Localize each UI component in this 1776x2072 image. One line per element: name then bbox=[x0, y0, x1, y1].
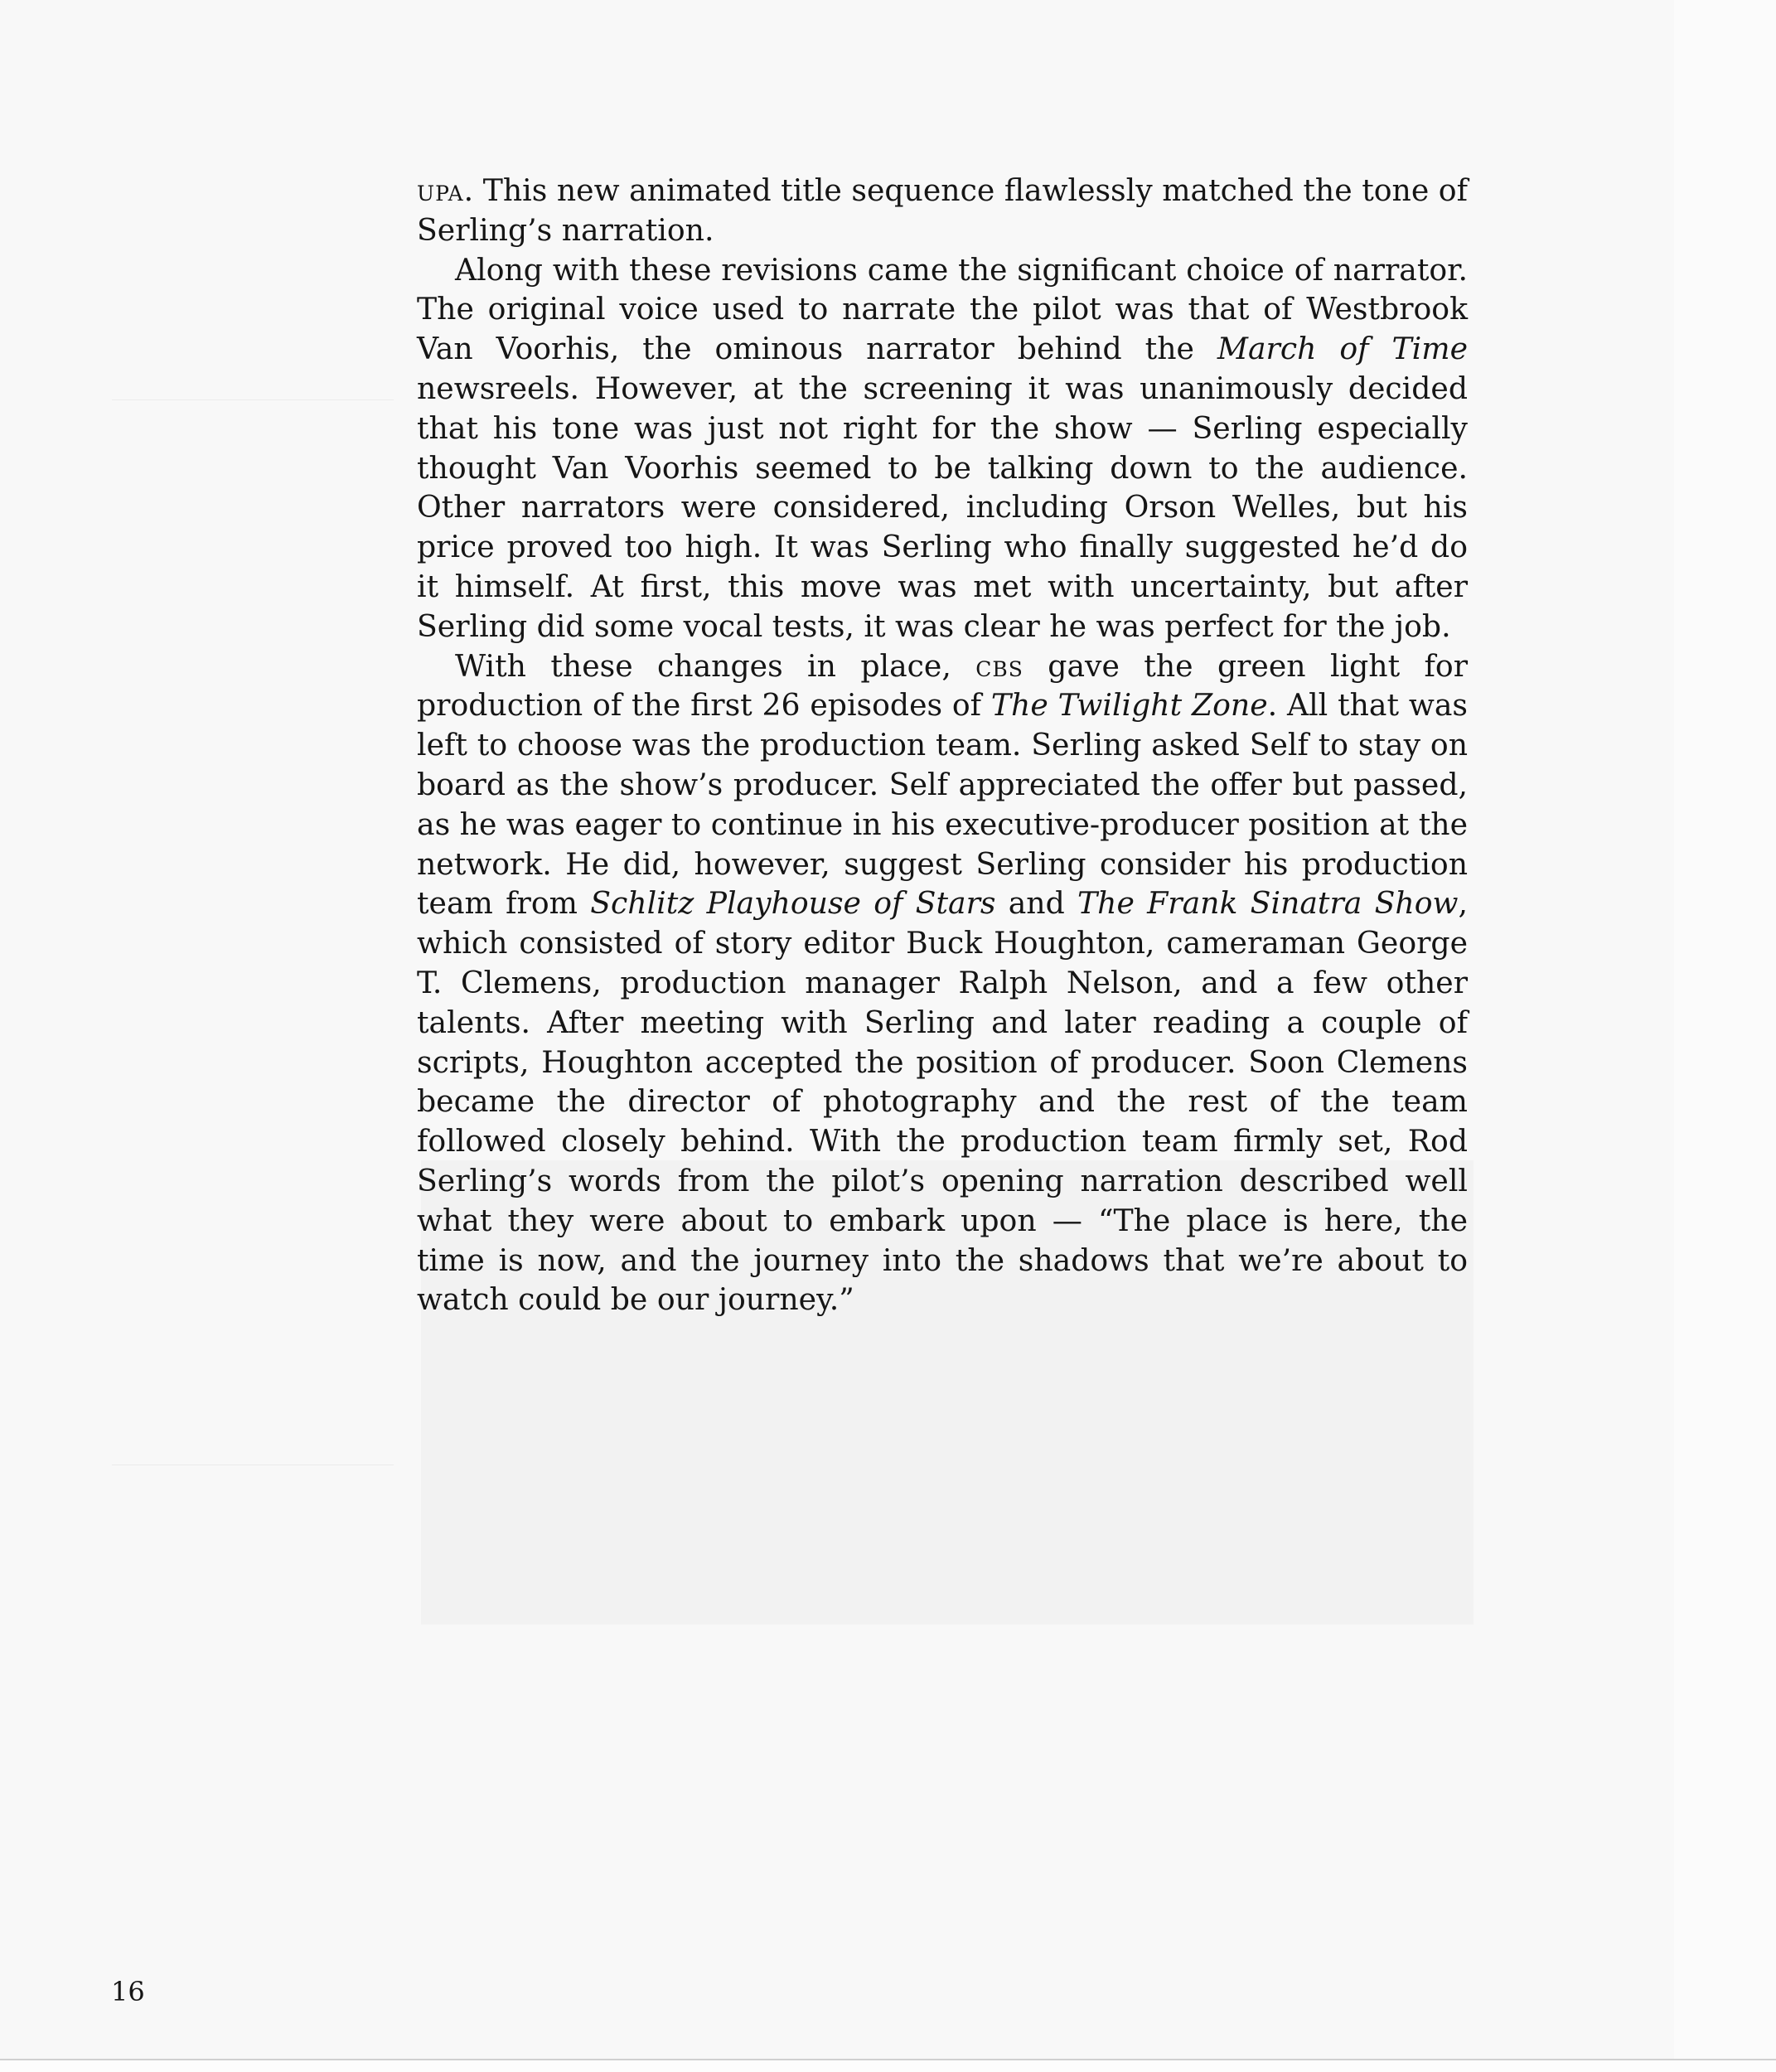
abbreviation-cbs: cbs bbox=[975, 647, 1023, 684]
paragraph-3 bbox=[417, 646, 1468, 1320]
abbreviation-upa: upa bbox=[417, 172, 464, 208]
page-number: 16 bbox=[111, 1976, 145, 2007]
schlitz-playhouse-title: Schlitz Playhouse of Stars bbox=[590, 885, 996, 922]
paragraph-2 bbox=[417, 250, 1468, 646]
paragraph-3-middle-2: and bbox=[995, 885, 1078, 922]
paragraph-3-middle-1: . All that was left to choose was the production team. Serling asked Self to stay on board as the show’s producer. Self appreciated the offer but passed, as he was eager to continue in his executive-producer position at the network. He did, however, suggest Serling consider his production team from bbox=[417, 687, 1468, 922]
scan-bottom-edge bbox=[0, 2059, 1776, 2072]
scan-right-margin bbox=[1674, 0, 1776, 2072]
paragraph-3-before-caps: With these changes in place, bbox=[455, 647, 976, 684]
paragraph-2-after-italic: newsreels. However, at the screening it was unanimously decided that his tone was just not right for the show — Serling especially thought Van Voorhis seemed to be talking down to the audience. Other narrators were considered, including Orson Welles, but his price proved too high. It was Serling who finally suggested he’d do it himself. At first, this move was met with uncertainty, but after Serling did some vocal tests, it was clear he was perfect for the job. bbox=[417, 370, 1468, 644]
show-through-rule bbox=[112, 1464, 394, 1465]
paragraph-3-after: , which consisted of story editor Buck Houghton, cameraman George T. Clemens, production manager Ralph Nelson, and a few other talents. After meeting with Serling and later reading a couple of scripts, Houghton accepted the position of producer. Soon Clemens became the director of photography and the rest of the team followed closely behind. With the production team firmly set, Rod Serling’s words from the pilot’s opening narration described well what they were about to embark upon — “The place is here, the time is now, and the journey into the shadows that we’re about to watch could be our journey.” bbox=[417, 885, 1468, 1318]
paragraph-2-before-italic: Along with these revisions came the significant choice of narrator. The original voice used to narrate the pilot was that of Westbrook Van Voorhis, the ominous narrator behind the bbox=[417, 251, 1468, 367]
body-text bbox=[417, 171, 1468, 1319]
march-of-time-title: March of Time bbox=[1217, 331, 1468, 367]
twilight-zone-title: The Twilight Zone bbox=[990, 687, 1268, 724]
paragraph-1 bbox=[417, 171, 1468, 250]
paragraph-1-text: . This new animated title sequence flawlessly matched the tone of Serling’s narration. bbox=[417, 172, 1468, 248]
show-through-rule bbox=[112, 399, 394, 400]
frank-sinatra-show-title: The Frank Sinatra Show bbox=[1077, 885, 1459, 922]
paragraph-3-after-caps: gave the green light for production of the first 26 episodes of bbox=[417, 647, 1468, 724]
